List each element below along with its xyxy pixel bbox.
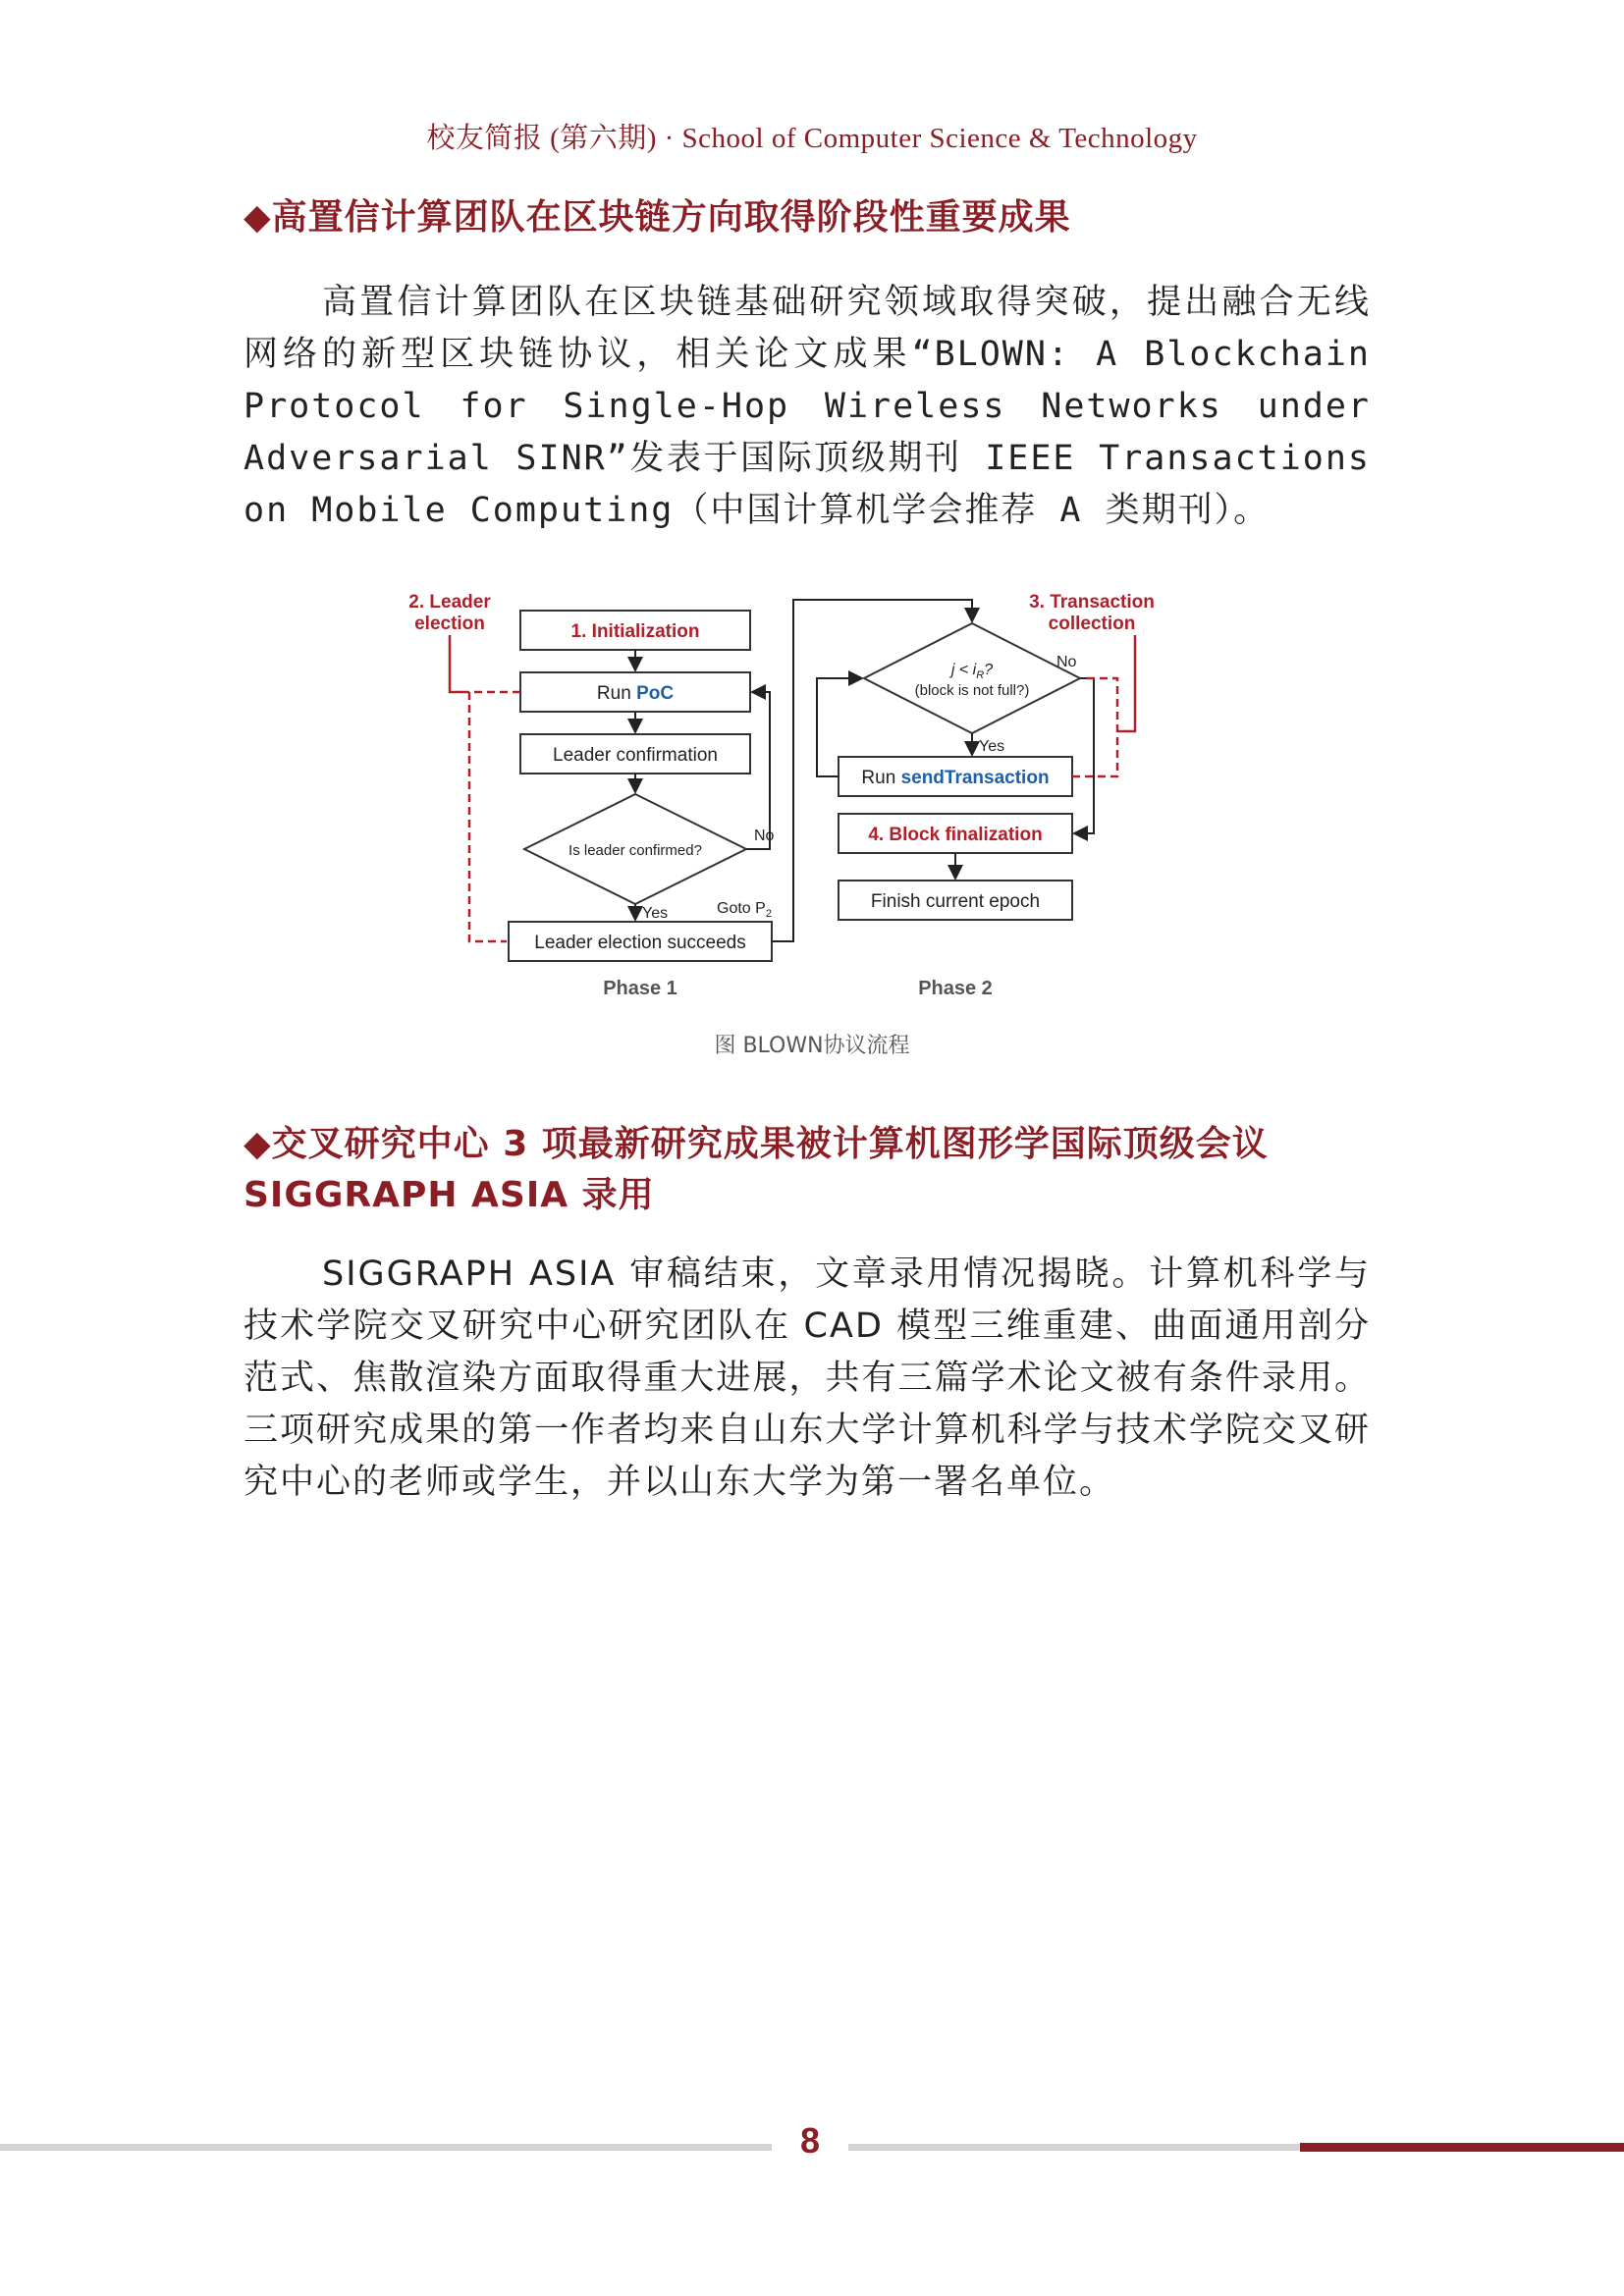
cond-line-2: (block is not full?) xyxy=(914,682,1030,699)
block-finalization-text: 4. Block finalization xyxy=(868,825,1043,845)
section-1-paragraph: 高置信计算团队在区块链基础研究领域取得突破，提出融合无线网络的新型区块链协议，相关论文成果“BLOWN: A Blockchain Protocol for Single-Hop Wireless Networks under Adversarial SINR”发表于国际顶级期刊 IEEE Transactions on Mobile Computing（中国计算机学会推荐 A 类期刊）。 xyxy=(244,283,1371,530)
section-2-title: ◆交叉研究中心 3 项最新研究成果被计算机图形学国际顶级会议 SIGGRAPH ASIA 录用 xyxy=(244,1124,1269,1215)
running-header: 校友简报 (第六期) · School of Computer Science & Technology xyxy=(426,123,1198,154)
leader-confirmation-text: Leader confirmation xyxy=(553,745,718,766)
figure-caption: 图 BLOWN协议流程 xyxy=(714,1034,910,1058)
leader-election-succeeds-text: Leader election succeeds xyxy=(534,933,746,953)
no-label-2: No xyxy=(1056,654,1077,670)
phase-1-label: Phase 1 xyxy=(603,978,677,999)
run-send-transaction-text: Run sendTransaction xyxy=(861,768,1050,788)
leader-election-label-2: election xyxy=(414,614,485,634)
yes-label-2: Yes xyxy=(979,738,1005,755)
no-label-1: No xyxy=(754,828,775,844)
goto-p2-label: Goto $P_2$ xyxy=(717,900,772,920)
is-leader-confirmed-text: Is leader confirmed? xyxy=(568,842,702,859)
initialization-text: 1. Initialization xyxy=(570,621,700,642)
yes-label-1: Yes xyxy=(642,905,669,922)
blown-flowchart xyxy=(393,584,1178,1016)
section-1-title: ◆高置信计算团队在区块链方向取得阶段性重要成果 xyxy=(244,197,1071,238)
leader-election-label: 2. Leader xyxy=(408,592,491,613)
run-poc-text: Run PoC xyxy=(596,683,675,704)
page-number: 8 xyxy=(799,2120,821,2161)
footer-rule-accent xyxy=(1300,2143,1624,2152)
finish-current-epoch-text: Finish current epoch xyxy=(870,891,1041,912)
section-2-paragraph: SIGGRAPH ASIA 审稿结束，文章录用情况揭晓。计算机科学与技术学院交叉研究中心研究团队在 CAD 模型三维重建、曲面通用剖分范式、焦散渲染方面取得重大进展，共有三篇学术论文被有条件录用。三项研究成果的第一作者均来自山东大学计算机科学与技术学院交叉研究中心的老师或学生，并以山东大学为第一署名单位。 xyxy=(244,1255,1371,1502)
phase-2-label: Phase 2 xyxy=(918,978,993,999)
block-full-diamond xyxy=(864,623,1080,733)
footer-rule-left xyxy=(0,2144,772,2151)
footer-rule-mid xyxy=(848,2144,1300,2151)
transaction-collection-label-2: collection xyxy=(1048,614,1136,634)
cond-line-1: $j < i_R$? xyxy=(950,662,994,681)
transaction-collection-label: 3. Transaction xyxy=(1029,592,1155,613)
